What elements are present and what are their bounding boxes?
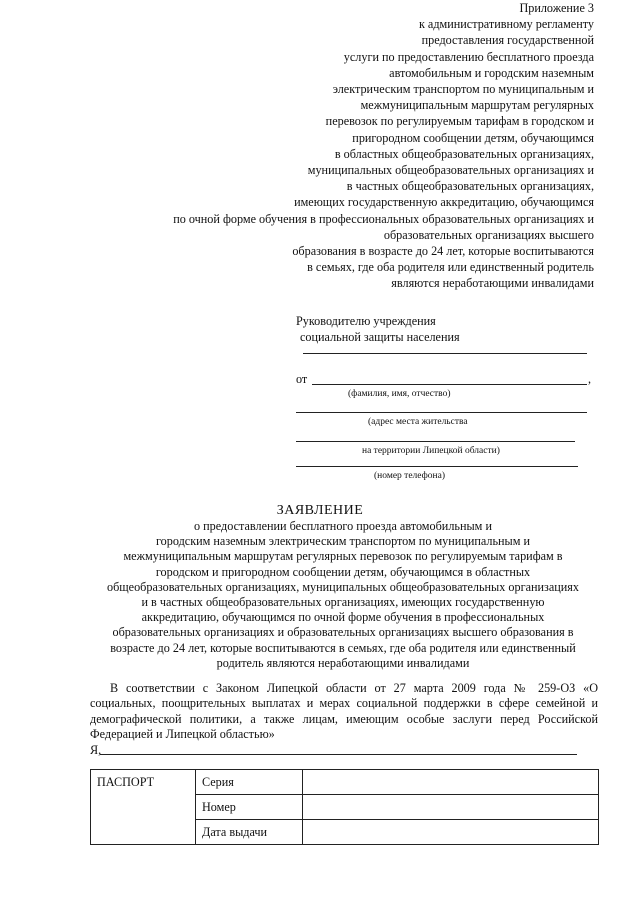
caption-phone: (номер телефона) [374,471,445,481]
passport-issue-date-input[interactable] [303,820,599,845]
subtitle-line: городском и пригородном сообщении детям, обучающимся в областных [155,564,531,579]
appendix-line: перевозок по регулируемым тарифам в городском и [325,114,594,129]
appendix-line: Приложение 3 [519,1,594,15]
applicant-name-field[interactable] [312,384,587,385]
passport-field-label: Номер [196,795,303,820]
appendix-line: имеющих государственную аккредитацию, обучающимся [294,195,594,210]
appendix-line: в семьях, где оба родителя или единственный родитель [307,260,594,275]
document-subtitle [88,519,598,671]
appendix-line: образовательных организациях высшего [383,227,594,242]
appendix-line: предоставления государственной [421,33,594,48]
passport-row [91,770,599,795]
body-text [90,681,598,743]
appendix-line: в областных общеобразовательных организациях, [334,146,594,161]
passport-label: ПАСПОРТ [91,770,196,845]
appendix-line: в частных общеобразовательных организациях, [346,179,594,194]
addressee-line: Руководителю учреждения [296,314,436,328]
caption-fio: (фамилия, имя, отчество) [348,389,451,399]
passport-series-input[interactable] [303,770,599,795]
appendix-line: автомобильным и городским наземным [389,65,594,80]
caption-region: на территории Липецкой области) [362,446,500,456]
appendix-line: являются неработающими инвалидами [391,276,594,291]
addressee-block [296,313,460,345]
passport-number-input[interactable] [303,795,599,820]
appendix-line: межмуниципальным маршрутам регулярных [360,98,594,113]
appendix-header [140,0,594,292]
subtitle-line: возрасте до 24 лет, которые воспитываются в семьях, где оба родителя или единственный [110,640,576,655]
region-field[interactable] [296,441,575,442]
address-field[interactable] [296,412,587,413]
subtitle-line: городским наземным электрическим транспортом по муниципальным и [155,534,531,549]
subtitle-line: и в частных общеобразовательных организациях, имеющих государственную [141,595,545,610]
subtitle-line: общеобразовательных организациях, муниципальных общеобразовательных организациях [106,579,579,594]
subtitle-line: аккредитацию, обучающимся по очной форме обучения в профессиональных [141,610,545,625]
addressee-name-field[interactable] [303,353,587,354]
from-label: от [296,372,308,386]
passport-table [90,769,599,845]
appendix-line: по очной форме обучения в профессиональных образовательных организациях и [173,211,594,226]
phone-field[interactable] [296,466,578,467]
appendix-line: муниципальных общеобразовательных организациях и [307,163,594,178]
passport-field-label: Серия [196,770,303,795]
appendix-line: электрическим транспортом по муниципальным и [332,82,594,97]
subtitle-line: о предоставлении бесплатного проезда автомобильным и [194,519,492,533]
subtitle-line: межмуниципальным маршрутам регулярных перевозок по регулируемым тарифам в [123,549,563,564]
caption-address: (адрес места жительства [368,417,468,427]
document-title: ЗАЯВЛЕНИЕ [276,503,364,518]
from-comma: , [588,372,592,386]
ya-label: Я, [90,743,102,757]
body-paragraph: В соответствии с Законом Липецкой области от 27 марта 2009 года № 259-ОЗ «О социальных, поощрительных выплатах и мерах социальной поддержки в сфере семейной и демографической политики, а также лицам, имеющим особые заслуги перед Российской Федерацией и Липецкой областью» [90,681,598,742]
addressee-line: социальной защиты населения [300,330,460,344]
ya-name-field[interactable] [100,754,577,755]
appendix-line: к административному регламенту [418,17,594,32]
appendix-line: пригородном сообщении детям, обучающимся [352,130,594,145]
subtitle-line: родитель являются неработающими инвалидами [216,655,470,670]
subtitle-line: образовательных организациях и образовательных организациях высшего образования в [112,625,574,640]
appendix-line: образования в возрасте до 24 лет, которые воспитываются [292,244,594,259]
appendix-line: услуги по предоставлению бесплатного проезда [343,49,594,64]
passport-field-label: Дата выдачи [196,820,303,845]
